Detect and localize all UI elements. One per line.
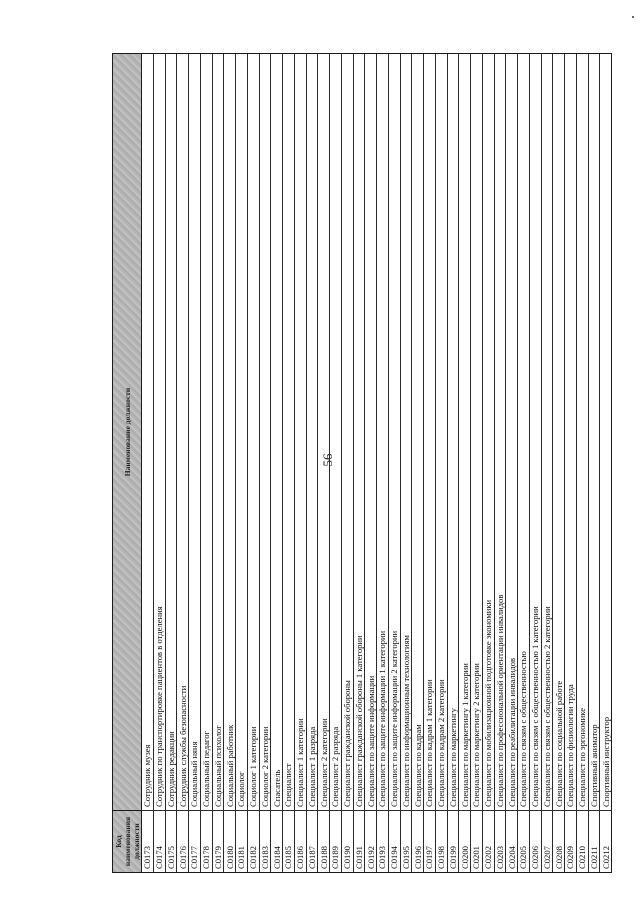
table-row <box>142 54 154 872</box>
table-row <box>283 54 295 872</box>
table-row <box>307 54 319 872</box>
position-code: С0211 <box>589 810 600 872</box>
position-name: Специалист по связям с общественностью 2 категории <box>541 606 552 807</box>
position-code: С0187 <box>307 810 318 872</box>
position-name: Специалист 2 категории <box>318 718 329 807</box>
position-code: С0212 <box>600 810 611 872</box>
position-name: Социальный педагог <box>201 730 212 807</box>
table-row <box>377 54 389 872</box>
position-code: С0178 <box>201 810 212 872</box>
position-name: Социальный работник <box>224 724 235 807</box>
position-name: Специалист по мобилизационной подготовке экономики <box>483 599 494 807</box>
position-code: С0191 <box>354 810 365 872</box>
table-row <box>330 54 342 872</box>
table-row <box>271 54 283 872</box>
position-name: Сотрудник по транспортировке пациентов в отделения <box>154 606 165 807</box>
table-row <box>213 54 225 872</box>
table-row <box>448 54 460 872</box>
position-code: С0185 <box>283 810 294 872</box>
position-code: С0174 <box>154 810 165 872</box>
table-row <box>471 54 483 872</box>
position-name: Специалист по защите информации 2 категории <box>389 630 400 807</box>
position-code: С0193 <box>377 810 388 872</box>
position-code: С0202 <box>483 810 494 872</box>
position-code: С0180 <box>224 810 235 872</box>
position-code: С0209 <box>565 810 576 872</box>
header-name: Наименование должности <box>122 387 132 477</box>
position-code: С0182 <box>248 810 259 872</box>
position-code: С0198 <box>436 810 447 872</box>
position-code: С0200 <box>459 810 470 872</box>
position-code: С0205 <box>518 810 529 872</box>
position-code: С0177 <box>189 810 200 872</box>
position-name: Специалист по маркетингу 1 категории <box>459 663 470 807</box>
position-code: С0188 <box>318 810 329 872</box>
table-row <box>248 54 260 872</box>
position-code: С0194 <box>389 810 400 872</box>
table-row <box>436 54 448 872</box>
table-row <box>589 54 601 872</box>
position-name: Специалист по кадрам 2 категории <box>436 679 447 807</box>
table-row <box>260 54 272 872</box>
position-code: С0173 <box>142 810 153 872</box>
table-row <box>600 54 611 872</box>
position-name: Специалист 1 разряда <box>306 726 317 807</box>
position-name: Социолог 2 категории <box>259 726 270 807</box>
table-header <box>113 54 142 872</box>
table-row <box>177 54 189 872</box>
position-name: Социальный няня <box>189 741 200 807</box>
position-code: С0210 <box>577 810 588 872</box>
table-row <box>506 54 518 872</box>
position-name: Сотрудник службы безопасности <box>177 685 188 807</box>
position-name: Специалист 1 категории <box>295 718 306 807</box>
table-row <box>530 54 542 872</box>
scan-speck <box>632 16 634 18</box>
table-row <box>154 54 166 872</box>
position-code: С0176 <box>177 810 188 872</box>
position-code: С0206 <box>530 810 541 872</box>
table-row <box>224 54 236 872</box>
position-code: С0179 <box>213 810 224 872</box>
table-row <box>318 54 330 872</box>
position-name: Специалист <box>283 763 294 807</box>
position-name: Специалист по маркетингу 2 категории <box>471 663 482 807</box>
table-row <box>553 54 565 872</box>
position-name: Специалист гражданской обороны 1 категории <box>353 635 364 807</box>
table-row <box>565 54 577 872</box>
position-name: Социолог 1 категории <box>248 726 259 807</box>
positions-table <box>112 53 612 873</box>
position-code: С0208 <box>553 810 564 872</box>
table-row <box>365 54 377 872</box>
position-code: С0190 <box>342 810 353 872</box>
table-row <box>483 54 495 872</box>
position-name: Специалист по кадрам 1 категории <box>424 679 435 807</box>
table-row <box>577 54 589 872</box>
position-code: С0197 <box>424 810 435 872</box>
table-row <box>495 54 507 872</box>
position-code: С0199 <box>448 810 459 872</box>
page-number: 56 <box>320 453 335 467</box>
position-name: Специалист по профессиональной ориентации инвалидов <box>494 594 505 807</box>
table-row <box>459 54 471 872</box>
table-row <box>354 54 366 872</box>
position-name: Специалист по кадрам <box>412 724 423 807</box>
table-row <box>542 54 554 872</box>
position-code: С0207 <box>542 810 553 872</box>
position-name: Специалист по защите информации 1 категории <box>377 630 388 807</box>
position-name: Специалист по связям с общественностью <box>518 651 529 807</box>
position-name: Специалист по маркетингу <box>447 708 458 807</box>
position-code: С0196 <box>412 810 423 872</box>
table-row <box>389 54 401 872</box>
position-name: Специалист по информационным технологиям <box>400 635 411 807</box>
position-code: С0203 <box>495 810 506 872</box>
position-name: Спортивный инструктор <box>600 717 611 807</box>
position-name: Специалист гражданской обороны <box>342 680 353 807</box>
table-row <box>412 54 424 872</box>
table-row <box>236 54 248 872</box>
position-name: Специалист по физиологии труда <box>565 684 576 807</box>
position-code: С0201 <box>471 810 482 872</box>
table-row <box>166 54 178 872</box>
position-name: Социальный психолог <box>212 725 223 807</box>
position-name: Специалист по эргономике <box>577 707 588 807</box>
table-row <box>518 54 530 872</box>
table-body <box>142 54 611 872</box>
position-name: Специалист 2 разряда <box>330 726 341 807</box>
table-row <box>189 54 201 872</box>
position-name: Сотрудник редакции <box>165 731 176 807</box>
table-row <box>342 54 354 872</box>
position-name: Социолог <box>236 771 247 807</box>
table-row <box>401 54 413 872</box>
position-name: Специалист по защите информации <box>365 675 376 807</box>
position-code: С0181 <box>236 810 247 872</box>
position-name: Специалист по реабилитации инвалидов <box>506 657 517 807</box>
position-code: С0184 <box>271 810 282 872</box>
table-row <box>424 54 436 872</box>
position-code: С0189 <box>330 810 341 872</box>
position-code: С0186 <box>295 810 306 872</box>
position-name: Спасатель <box>271 769 282 807</box>
position-code: С0175 <box>166 810 177 872</box>
position-code: С0183 <box>260 810 271 872</box>
position-code: С0192 <box>365 810 376 872</box>
position-name: Спортивный аниматор <box>588 724 599 807</box>
table-row <box>295 54 307 872</box>
position-name: Сотрудник музея <box>142 744 153 807</box>
position-name: Специалист по связям с общественностью 1 категории <box>530 606 541 807</box>
position-code: С0195 <box>401 810 412 872</box>
header-code: Код наименования должности <box>113 810 141 872</box>
position-code: С0204 <box>506 810 517 872</box>
position-name: Специалист по социальной работе <box>553 680 564 807</box>
table-row <box>201 54 213 872</box>
